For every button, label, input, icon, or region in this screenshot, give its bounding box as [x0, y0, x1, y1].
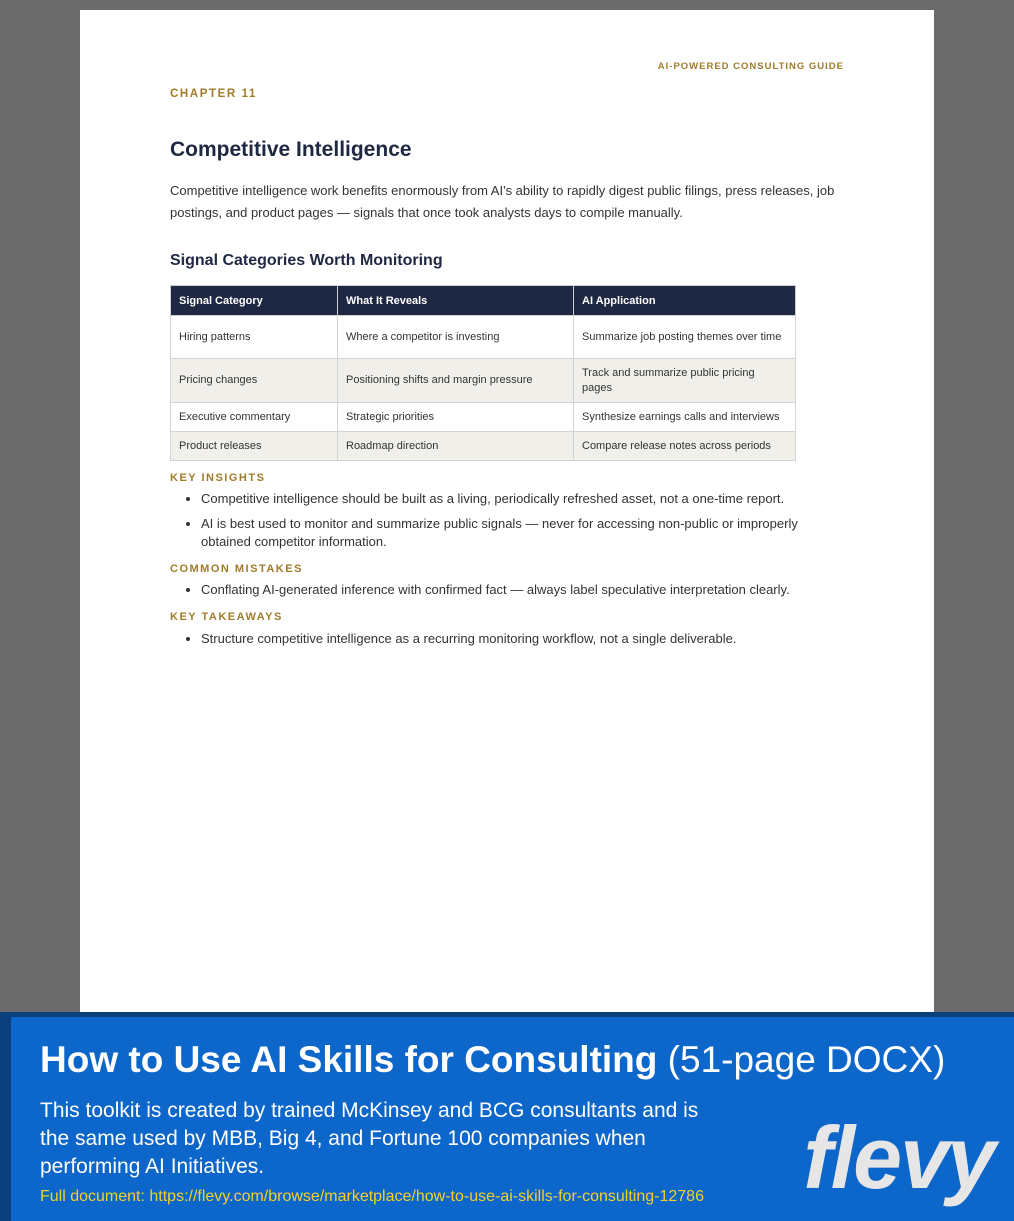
full-document-link[interactable]: Full document: https://flevy.com/browse/marketplace/how-to-use-ai-skills-for-consulting-12786 [40, 1188, 704, 1205]
intro-paragraph: Competitive intelligence work benefits enormously from AI's ability to rapidly digest public filings, press releases, job postings, and product pages — signals that once took analysts days to compile manually. [170, 183, 835, 220]
list-item: • Competitive intelligence should be built as a living, periodically refreshed asset, not a one-time report. [201, 490, 841, 508]
key-insights-label: KEY INSIGHTS [170, 472, 266, 484]
common-mistakes-label: COMMON MISTAKES [170, 563, 303, 575]
table-cell: Track and summarize public pricing pages [574, 359, 796, 403]
table-cell: Positioning shifts and margin pressure [338, 359, 574, 403]
banner-description: This toolkit is created by trained McKinsey and BCG consultants and is the same used by MBB, Big 4, and Fortune 100 companies when performing AI Initiatives. [40, 1099, 699, 1178]
table-row [171, 316, 796, 359]
section-heading: Signal Categories Worth Monitoring [170, 252, 443, 269]
table-cell: Executive commentary [171, 403, 338, 432]
chapter-label: CHAPTER 11 [170, 88, 257, 100]
table-cell: Summarize job posting themes over time [574, 316, 796, 359]
table-header-cell: Signal Category [171, 286, 338, 316]
table-row [171, 359, 796, 403]
list-item: • Conflating AI-generated inference with confirmed fact — always label speculative interpretation clearly. [201, 581, 841, 599]
banner-title [40, 1039, 945, 1081]
table-cell: Where a competitor is investing [338, 316, 574, 359]
signal-table [170, 285, 796, 461]
table-cell: Synthesize earnings calls and interviews [574, 403, 796, 432]
table-cell: Compare release notes across periods [574, 432, 796, 461]
running-head: AI-POWERED CONSULTING GUIDE [657, 61, 844, 72]
key-takeaways-label: KEY TAKEAWAYS [170, 611, 283, 623]
list-item: • AI is best used to monitor and summarize public signals — never for accessing non-public or improperly obtained competitor information. [201, 515, 841, 551]
table-row [171, 432, 796, 461]
list-item: • Structure competitive intelligence as a recurring monitoring workflow, not a single deliverable. [201, 630, 841, 648]
flevy-logo[interactable]: flevy [803, 1108, 994, 1207]
banner-title-suffix: (51-page DOCX) [667, 1039, 946, 1080]
table-cell: Roadmap direction [338, 432, 574, 461]
table-cell: Strategic priorities [338, 403, 574, 432]
table-header-cell: AI Application [574, 286, 796, 316]
banner-panel [11, 1017, 1014, 1221]
table-cell: Product releases [171, 432, 338, 461]
table-cell: Pricing changes [171, 359, 338, 403]
table-header-row [171, 286, 796, 316]
table-row [171, 403, 796, 432]
banner-title-main: How to Use AI Skills for Consulting [40, 1039, 658, 1080]
common-mistakes-list [201, 581, 841, 606]
chapter-title: Competitive Intelligence [170, 138, 412, 161]
document-page [80, 10, 934, 1013]
promo-banner [0, 1012, 1014, 1221]
table-cell: Hiring patterns [171, 316, 338, 359]
key-insights-list [201, 490, 841, 558]
key-takeaways-list [201, 630, 841, 655]
table-header-cell: What It Reveals [338, 286, 574, 316]
